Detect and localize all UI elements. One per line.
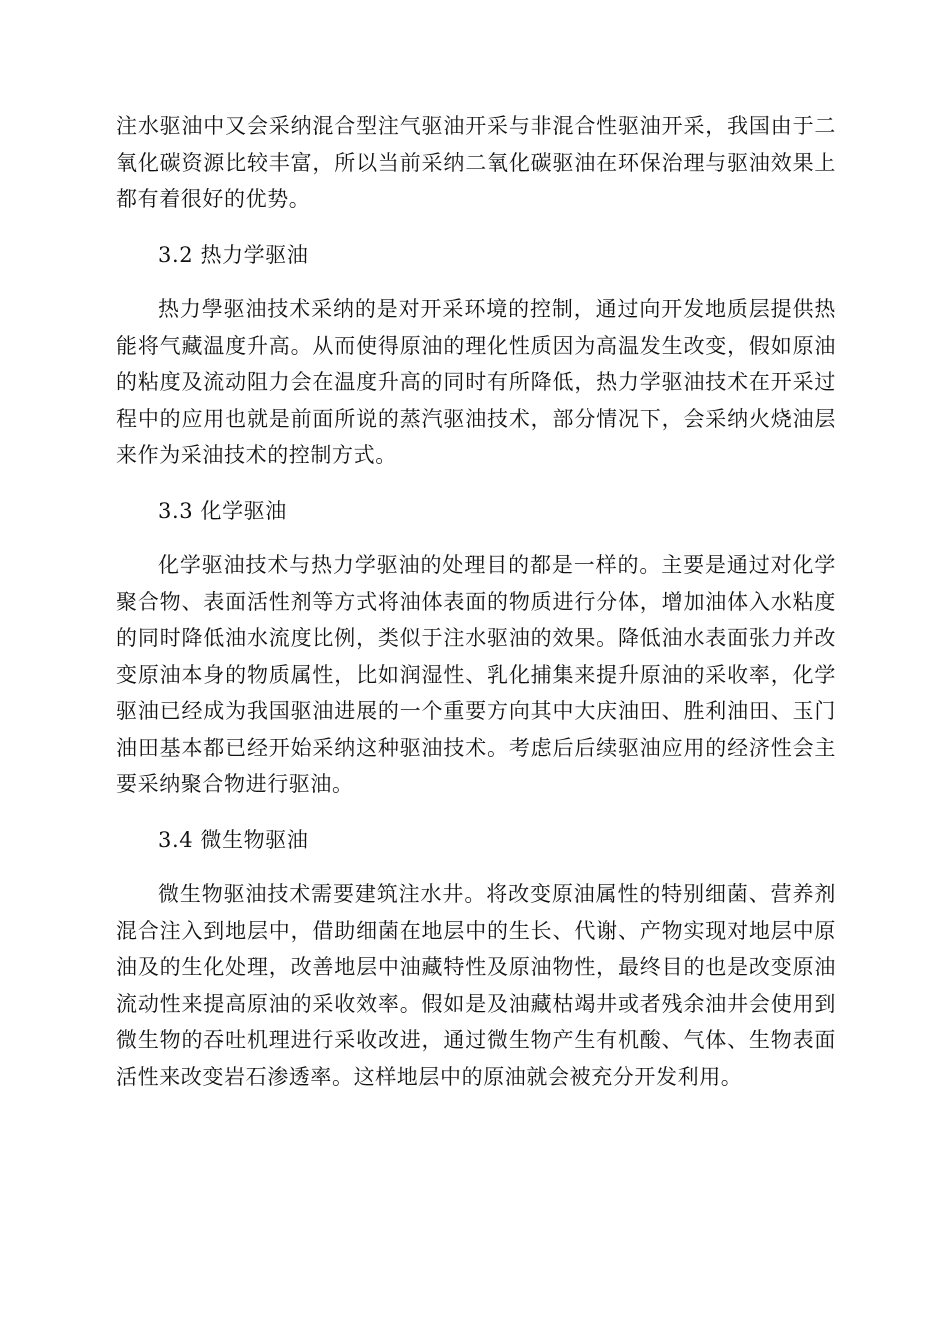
section-heading-3-4: 3.4 微生物驱油 bbox=[158, 827, 309, 852]
paragraph-microbial-oil-displacement: 微生物驱油技术需要建筑注水井。将改变原油属性的特别细菌、营养剂混合注入到地层中，借助细菌在地层中的生长、代谢、产物实现对地层中原油及的生化处理，改善地层中油藏特性及原油物性，最终目的也是改变原油流动性来提高原油的采收效率。假如是及油藏枯竭井或者残余油井会使用到微生物的吞吐机理进行采收改进，通过微生物产生有机酸、气体、生物表面活性来改变岩石渗透率。这样地层中的原油就会被充分开发利用。 bbox=[116, 882, 836, 1089]
section-heading-3-3: 3.3 化学驱油 bbox=[158, 498, 287, 523]
document-body bbox=[116, 108, 836, 1114]
paragraph-chemical-oil-displacement: 化学驱油技术与热力学驱油的处理目的都是一样的。主要是通过对化学聚合物、表面活性剂等方式将油体表面的物质进行分体，增加油体入水粘度的同时降低油水流度比例，类似于注水驱油的效果。降低油水表面张力并改变原油本身的物质属性，比如润湿性、乳化捕集来提升原油的采收率，化学驱油已经成为我国驱油进展的一个重要方向其中大庆油田、胜利油田、玉门油田基本都已经开始采纳这种驱油技术。考虑后后续驱油应用的经济性会主要采纳聚合物进行驱油。 bbox=[116, 553, 836, 796]
section-heading-3-2: 3.2 热力学驱油 bbox=[158, 242, 309, 267]
paragraph-intro-continuation: 注水驱油中又会采纳混合型注气驱油开采与非混合性驱油开采，我国由于二氧化碳资源比较丰富，所以当前采纳二氧化碳驱油在环保治理与驱油效果上都有着很好的优势。 bbox=[116, 114, 836, 211]
paragraph-thermal-oil-displacement: 热力學驱油技术采纳的是对开采环境的控制，通过向开发地质层提供热能将气藏温度升高。从而使得原油的理化性质因为高温发生改变，假如原油的粘度及流动阻力会在温度升高的同时有所降低，热力学驱油技术在开采过程中的应用也就是前面所说的蒸汽驱油技术，部分情况下，会采纳火烧油层来作为采油技术的控制方式。 bbox=[116, 297, 836, 467]
